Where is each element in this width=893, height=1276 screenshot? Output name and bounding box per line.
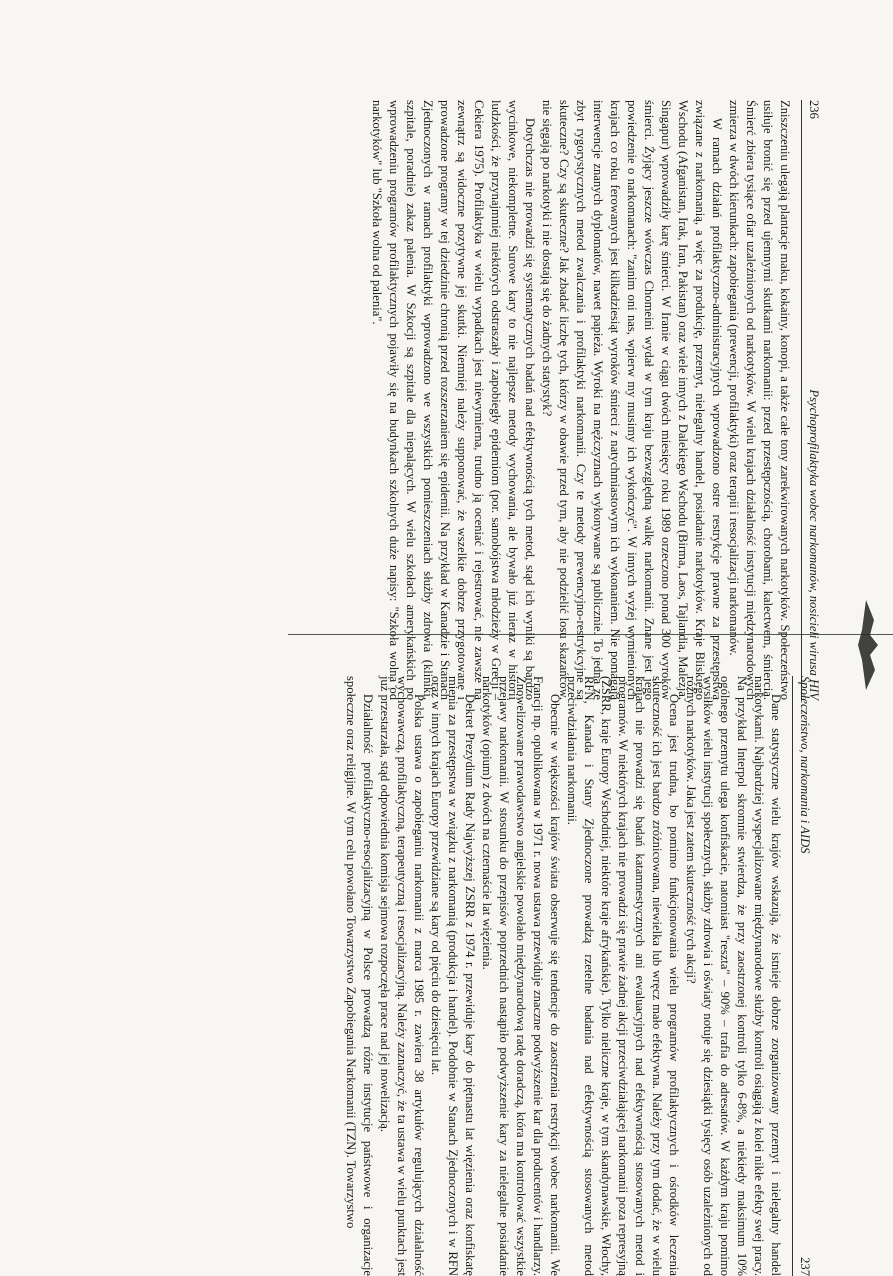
page-237 xyxy=(342,676,813,1276)
running-title: Psychoprofilaktyka wobec narkomanów, nosicieli wirusa HIV xyxy=(807,389,821,700)
page-number: 236 xyxy=(807,100,821,119)
paragraph: Obecnie w większości krajów świata obserwuje się tendencje do zaostrzenia restrykcji wobec narkomanii. We Francji np. opublikowana w 1971 r. nowa ustawa przewiduje znaczne podwyższenie kar dla producentów i handlarzy. Znowelizowane prawodawstwo angielskie powołało międzynarodową radę doradczą, która ma kontrolować wszystkie przejawy narkomanii. W stosunku do przepisów poprzednich nastąpiło podwyższenie kary za nielegalne posiadanie narkotyków (opium) z dwóch na czternaście lat więzienia. xyxy=(480,676,562,1276)
paragraph: Dekret Prezydium Rady Najwyższej ZSRR z 1974 r. przewiduje kary do piętnastu lat więzienia oraz konfiskatę mienia za przestępstwa w związku z narkomanią (produkcja i handel). Podobnie w Stanach Zjednoczonych i w RFN oraz w innych krajach Europy przewidziane są kary od pięciu do dziesięciu lat. xyxy=(429,676,477,1276)
paragraph: W ramach działań profilaktyczno-administracyjnych wprowadzono ostre restrykcje prawne za przestępstwa związane z narkomanią, a więc za produkcję, przemyt, nielegalny handel, posiadanie narkotyków. Kraje Bliskiego Wschodu (Afganistan, Irak, Iran, Pakistan) oraz wiele innych z Dalekiego Wschodu (Birma, Laos, Tajlandia, Malezja, Singapur) wprowadziły karę śmierci. W Iranie w ciągu dwóch miesięcy roku 1989 orzeczono ponad 300 wyroków śmierci. Żyjący jeszcze wówczas Chomeini wydał w tym kraju bezwzględną walkę narkomanii. Znane jest jego powiedzenie o narkomanach: "zanim oni nas, wpierw my musimy ich wykończyć". W innych wyżej wymienionych krajach co roku ferowanych jest kilkadziesiąt wyroków śmierci z natychmiastowym ich wykonaniem. Nie pomagają interwencje znanych dyplomatów, nawet papieża. Wyroki na mężczyznach wykonywane są publicznie. To jedna ze zbyt rygorystycznych metod zwalczania i profilaktyki narkomanii. Czy te metody prewencyjno-restrykcyjne są skuteczne? Czy są skuteczne? Jak zbadać liczbę tych, którzy w obawie przed tym, aby nie podzielić losu skazańców, nie sięgają po narkotyki i nie dostają się do żadnych statystyk? xyxy=(540,100,724,700)
paragraph: Działalność profilaktyczno-resocjalizacyjną w Polsce prowadzą różne instytucje państwowe i organizacje społeczne oraz religijne. W tym celu powołano Towarzystwo Zapobiegania Narkomanii (TZN). Towarzystwo xyxy=(344,676,375,1276)
running-header xyxy=(801,100,822,700)
paragraph: Dane statystyczne wielu krajów wskazują, że istnieje dobrze zorganizowany przemyt i nielegalny handel narkotykami. Najbardziej wyspecjalizowane międzynarodowe służby kontroli osiągają z kolei nikłe efekty swej pracy. Na przykład Interpol skromnie stwierdza, że przy zaostrzonej kontroli tylko 6-8%, a niekiedy maksimum 10% ogólnego przemytu ulega konfiskacie, natomiast "reszta" – 90% – trafia do adresatów. W każdym kraju pomimo wysiłków wielu instytucji społecznych, służby zdrowia i oświaty notuje się dziesiątki tysięcy osób uzależnionych od różnych narkotyków. Jaka jest zatem skuteczność tych akcji? xyxy=(684,676,783,1276)
paragraph: Polska ustawa o zapobieganiu narkomanii z marca 1985 r. zawiera 38 artykułów regulujących działalność wychowawczą, profilaktyczną, terapeutyczną i resocjalizacyjną. Należy zaznaczyć, że ta ustawa w wielu punktach jest już przestarzała, stąd odpowiednia komisja sejmowa rozpoczęła prace nad jej nowelizacją. xyxy=(378,676,426,1276)
page-236 xyxy=(368,100,822,700)
paragraph: Dotychczas nie prowadzi się systematycznych badań nad efektywnością tych metod, stąd ich wyniki są bardzo wycinkowe, niekompletne. Surowe kary to nie najlepsze metody wychowania, ale bywało już nieraz w historii ludzkości, że przynajmniej niektórych odstraszały i zapobiegły epidemiom (por. samobójstwa młodzieży w Grecji – Cekiera 1975). Profilaktyka w wielu wypadkach jest niewymierna, trudno ją oceniać i rejestrować, nie zawsze na zewnątrz są widoczne pozytywne jej skutki. Niemniej należy supponować, że wszelkie dobrze przygotowane i prowadzone programy w tej dziedzinie chronią przed rozszerzaniem się epidemii. Na przykład w Kanadzie i Stanach Zjednoczonych w ramach profilaktyki wprowadzono we wszystkich pomieszczeniach służby zdrowia (kliniki, szpitale, poradnie) zakaz palenia. W Szkocji są szpitale dla niepalących. W wielu szkołach amerykańskich po wprowadzeniu programów profilaktycznych pojawiły się na budynkach szkolnych duże napisy: "Szkoła wolna od narkotyków" lub "Szkoła wolna od palenia". xyxy=(370,100,537,700)
running-title: Społeczeństwo, narkomania i AIDS xyxy=(798,676,812,854)
paragraph: Ocena jest trudna, bo pomimo funkcjonowania wielu programów profilaktycznych i ośrodków leczenia skuteczność ich jest bardzo zróżnicowana, niewielka lub wręcz mało efektywna. Należy przy tym dodać, że w wielu krajach nie prowadzi się badań katamnestycznych ani ewaluacyjnych nad efektywnością stosowanych metod i programów. W niektórych krajach nie prowadzi się prawie żadnej akcji przeciwdziałającej narkomanii poza represyjną (ZSRR, kraje Europy Wschodniej, niektóre kraje afrykańskie). Tylko nieliczne kraje, w tym skandynawskie, Włochy, RFN, Kanada i Stany Zjednoczone prowadzą rzetelne badania nad efektywnością stosowanych metod przeciwdziałania narkomanii. xyxy=(565,676,681,1276)
paragraph: Zniszczeniu ulegają plantacje maku, kokainy, konopi, a także całe tony zarekwirowanych narkotyków. Społeczeństwo usiłuje bronić się przed ujemnymi skutkami narkomanii: przed przestępczością, chorobami, kalectwem, śmiercią. Śmierć zbiera tysiące ofiar uzależnionych od narkotyków. W wielu krajach działalność instytucji międzynarodowych zmierza w dwóch kierunkach: zapobiegania (prewencji, profilaktyki) oraz terapii i resocjalizacji narkomanów. xyxy=(727,100,792,700)
running-header xyxy=(792,676,813,1276)
page-number: 237 xyxy=(798,1257,812,1276)
binding-shadow-icon xyxy=(848,600,878,690)
